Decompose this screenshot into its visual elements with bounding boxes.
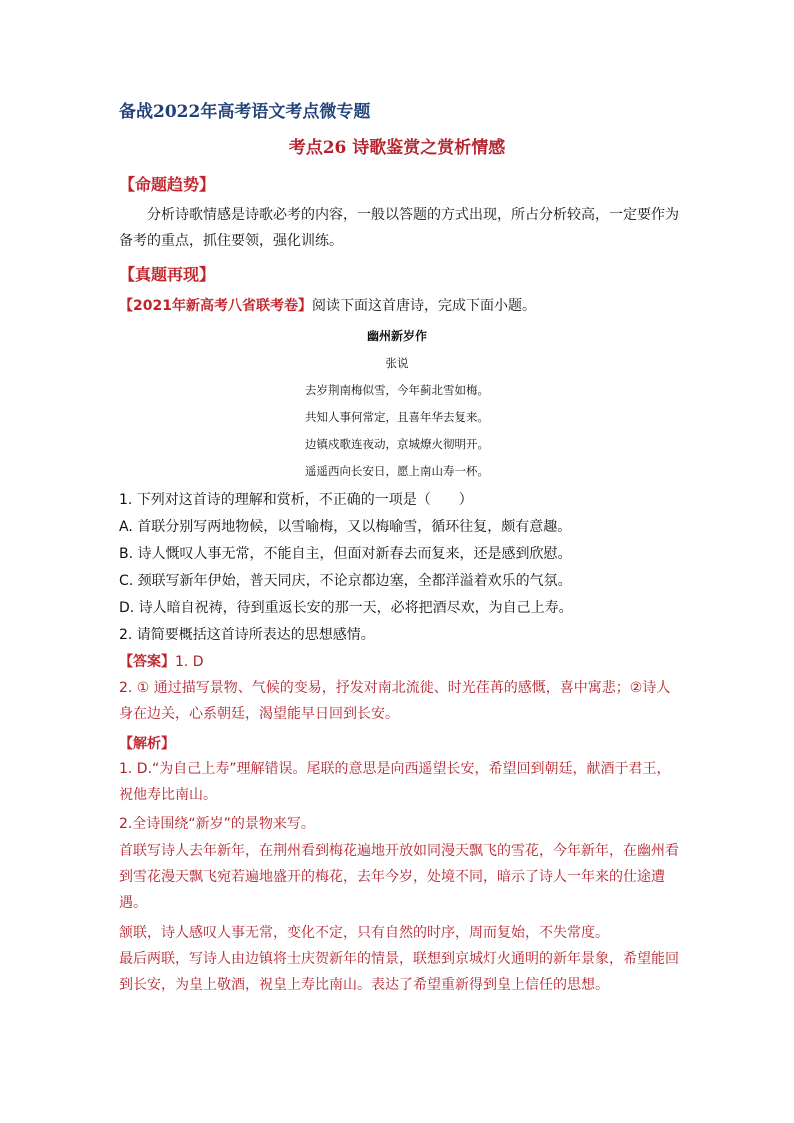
question-2: 2. 请简要概括这首诗所表达的思想感情。 (119, 627, 375, 643)
analysis-3: 首联写诗人去年新年，在荆州看到梅花遍地开放如同漫天飘飞的雪花，今年新年，在幽州看到雪花漫天飘飞宛若遍地盛开的梅花，去年今岁，处境不同，暗示了诗人一年来的仕途遭遇。 (119, 843, 679, 911)
analysis-tag: 【解析】 (119, 736, 175, 752)
option-c: C. 颈联写新年伊始，普天同庆，不论京都边塞，全都洋溢着欢乐的气氛。 (119, 573, 572, 589)
question-intro (119, 293, 679, 319)
trend-paragraph: 分析诗歌情感是诗歌必考的内容，一般以答题的方式出现，所占分析较高，一定要作为备考的重点，抓住要领，强化训练。 (119, 207, 679, 249)
question-1: 1. 下列对这首诗的理解和赏析，不正确的一项是（ ） (119, 492, 473, 508)
answer-2: 2. ① 通过描写景物、气候的变易，抒发对南北流徙、时光荏苒的感慨，喜中寓悲；②诗人身在边关，心系朝廷，渴望能早日回到长安。 (119, 680, 671, 722)
analysis-5: 最后两联，写诗人由边镇将士庆贺新年的情景，联想到京城灯火通明的新年景象，希望能回到长安，为皇上敬酒，祝皇上寿比南山。表达了希望重新得到皇上信任的思想。 (119, 951, 679, 993)
answer-1: 1. D (175, 654, 204, 670)
series-title: 备战2022年高考语文考点微专题 (119, 102, 371, 122)
analysis-4: 颔联，诗人感叹人事无常，变化不定，只有自然的时序，周而复始，不失常度。 (119, 925, 609, 941)
poem-title: 幽州新岁作 (366, 329, 427, 343)
analysis-2: 2.全诗围绕“新岁”的景物来写。 (119, 816, 315, 832)
option-b: B. 诗人慨叹人事无常，不能自主，但面对新春去而复来，还是感到欣慰。 (119, 546, 572, 562)
answer-tag: 【答案】 (119, 654, 175, 670)
poem-line: 边镇戍歌连夜动，京城燎火彻明开。 (305, 437, 489, 451)
section-heading-trend: 【命题趋势】 (119, 175, 216, 194)
poem-line: 遥遥西向长安日，愿上南山寿一杯。 (305, 464, 489, 478)
answer-line (119, 651, 204, 671)
section-heading-real: 【真题再现】 (119, 265, 216, 284)
option-a: A. 首联分别写两地物候，以雪喻梅，又以梅喻雪，循环往复，颇有意趣。 (119, 519, 572, 535)
analysis-1: 1. D.“为自己上寿”理解错误。尾联的意思是向西遥望长安，希望回到朝廷，献酒于君王，祝他寿比南山。 (119, 761, 671, 803)
topic-title: 考点26 诗歌鉴赏之赏析情感 (288, 138, 506, 158)
poem-line: 去岁荆南梅似雪，今年蓟北雪如梅。 (305, 383, 489, 397)
question-instruction: 阅读下面这首唐诗，完成下面小题。 (311, 298, 536, 314)
question-source: 【2021年新高考八省联考卷】 (119, 298, 312, 314)
poem-author: 张说 (385, 356, 409, 370)
option-d: D. 诗人暗自祝祷，待到重返长安的那一天，必将把酒尽欢，为自己上寿。 (119, 600, 573, 616)
poem-line: 共知人事何常定，且喜年华去复来。 (305, 410, 489, 424)
